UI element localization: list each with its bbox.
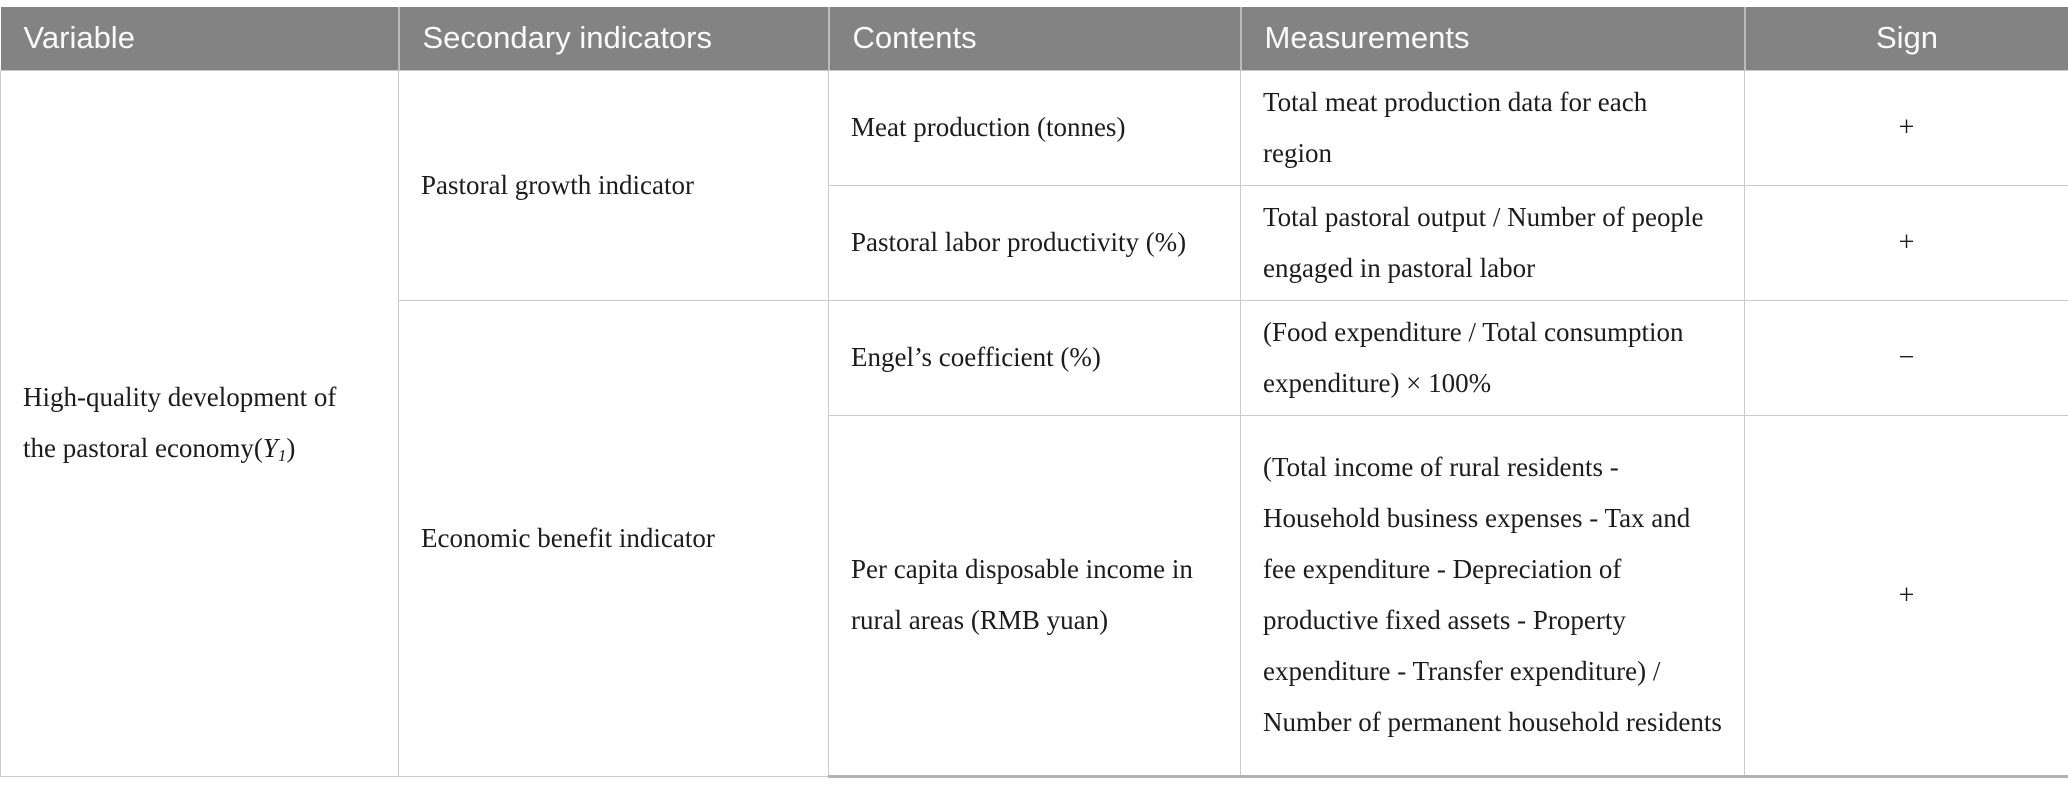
variable-symbol-letter: Y xyxy=(262,433,278,463)
variable-symbol-subscript: 1 xyxy=(277,446,287,466)
sign-cell: + xyxy=(1745,70,2068,185)
measurement-cell: (Total income of rural residents - Household business expenses - Tax and fee expenditure - Depreciation of productive fixed assets - Property expenditure - Transfer expenditure) / Number of permanent household residents xyxy=(1241,415,1745,776)
column-header-variable: Variable xyxy=(1,7,399,70)
variable-symbol xyxy=(262,433,287,466)
contents-cell: Meat production (tonnes) xyxy=(829,70,1241,185)
variable-text-close: ) xyxy=(286,433,296,463)
column-header-measurements: Measurements xyxy=(1241,7,1745,70)
sign-cell: + xyxy=(1745,415,2068,776)
measurement-cell: (Food expenditure / Total consumption expenditure) × 100% xyxy=(1241,300,1745,415)
contents-cell: Pastoral labor productivity (%) xyxy=(829,185,1241,300)
column-header-sign: Sign xyxy=(1745,7,2068,70)
sign-cell: − xyxy=(1745,300,2068,415)
secondary-indicator-cell: Economic benefit indicator xyxy=(399,300,829,776)
table-header-row xyxy=(1,7,2068,70)
indicators-table xyxy=(0,7,2068,778)
contents-cell: Per capita disposable income in rural areas (RMB yuan) xyxy=(829,415,1241,776)
column-header-secondary-indicators: Secondary indicators xyxy=(399,7,829,70)
sign-cell: + xyxy=(1745,185,2068,300)
variable-text: High-quality development of the pastoral economy( xyxy=(23,382,337,463)
secondary-indicator-cell: Pastoral growth indicator xyxy=(399,70,829,300)
column-header-contents: Contents xyxy=(829,7,1241,70)
table-row xyxy=(1,70,2068,185)
measurement-cell: Total pastoral output / Number of people engaged in pastoral labor xyxy=(1241,185,1745,300)
measurement-cell: Total meat production data for each region xyxy=(1241,70,1745,185)
variable-cell xyxy=(1,70,399,776)
contents-cell: Engel’s coefficient (%) xyxy=(829,300,1241,415)
